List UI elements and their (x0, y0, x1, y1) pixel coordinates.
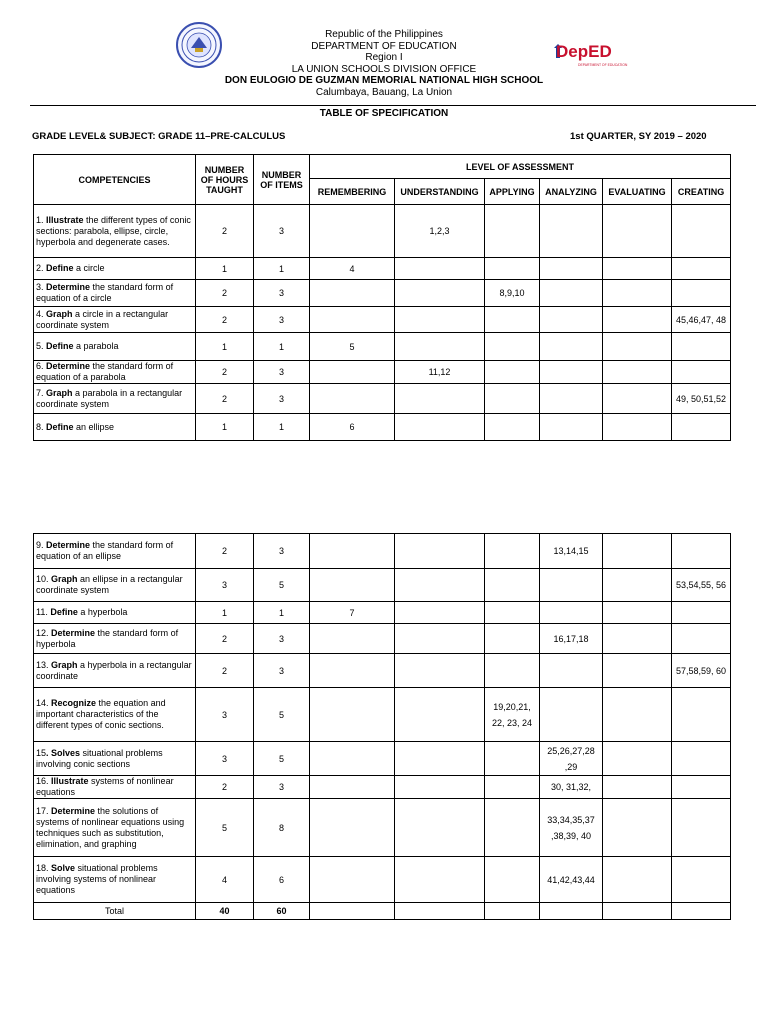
items-cell: 5 (254, 688, 310, 742)
competency-verb: Define (50, 607, 78, 617)
competency-cell (34, 569, 196, 602)
competency-cell (34, 307, 196, 333)
hours-cell: 4 (196, 857, 254, 903)
division-line: LA UNION SCHOOLS DIVISION OFFICE (291, 63, 477, 75)
understanding-cell (395, 333, 485, 361)
applying-cell (485, 602, 540, 624)
creating-cell (672, 361, 731, 384)
competency-verb: Graph (51, 659, 78, 670)
competency-cell (34, 742, 196, 776)
applying-cell (485, 776, 540, 799)
hours-cell: 2 (196, 205, 254, 258)
header-creating: CREATING (672, 179, 731, 205)
creating-cell (672, 333, 731, 361)
header-hours: NUMBER OF HOURS TAUGHT (196, 155, 254, 205)
remembering-cell (310, 569, 395, 602)
understanding-cell (395, 280, 485, 307)
evaluating-cell (603, 602, 672, 624)
applying-cell (485, 799, 540, 857)
remembering-cell: 7 (310, 602, 395, 624)
competency-cell (34, 414, 196, 441)
grade-subject: GRADE LEVEL& SUBJECT: GRADE 11–PRE-CALCULUS (32, 131, 286, 142)
applying-cell (485, 857, 540, 903)
department-line: DEPARTMENT OF EDUCATION (311, 40, 457, 52)
hours-cell: 2 (196, 280, 254, 307)
analyzing-cell: 41,42,43,44 (540, 857, 603, 903)
competency-verb: Recognize (51, 698, 97, 708)
analyzing-cell: 33,34,35,37 ,38,39, 40 (540, 799, 603, 857)
analyzing-cell (540, 258, 603, 280)
quarter-label: 1st QUARTER, SY 2019 – 2020 (570, 131, 707, 142)
competency-text: a circle in a rectangular coordinate system (36, 308, 169, 330)
competency-number: 14. (36, 698, 52, 708)
competency-number: 17. (36, 805, 52, 816)
evaluating-cell (603, 384, 672, 414)
items-cell: 3 (254, 307, 310, 333)
analyzing-cell: 13,14,15 (540, 534, 603, 569)
table-row (34, 258, 731, 280)
competency-number: 16. (36, 776, 52, 786)
competency-text: an ellipse (73, 421, 115, 432)
competency-cell (34, 799, 196, 857)
understanding-cell: 1,2,3 (395, 205, 485, 258)
understanding-cell (395, 654, 485, 688)
evaluating-cell (603, 742, 672, 776)
competency-verb: Define (46, 341, 74, 351)
items-cell: 1 (254, 602, 310, 624)
competency-cell (34, 654, 196, 688)
republic-line: Republic of the Philippines (325, 29, 443, 40)
table-row (34, 857, 731, 903)
hours-cell: 1 (196, 333, 254, 361)
creating-cell (672, 205, 731, 258)
remembering-cell (310, 280, 395, 307)
competency-text: a hyperbola in a rectangular coordinate (36, 659, 192, 681)
competency-cell (34, 333, 196, 361)
remembering-cell (310, 534, 395, 569)
items-cell: 1 (254, 258, 310, 280)
competency-verb: Determine (46, 282, 91, 292)
items-cell: 6 (254, 857, 310, 903)
items-cell: 3 (254, 280, 310, 307)
competency-text: a hyperbola (77, 607, 128, 617)
understanding-cell (395, 799, 485, 857)
remembering-cell (310, 307, 395, 333)
creating-cell (672, 258, 731, 280)
competency-number: 6. (36, 361, 47, 371)
remembering-cell (310, 624, 395, 654)
competency-text: a parabola (73, 341, 119, 351)
understanding-cell (395, 624, 485, 654)
table-row (34, 280, 731, 307)
table-row (34, 534, 731, 569)
creating-cell (672, 799, 731, 857)
analyzing-cell (540, 688, 603, 742)
school-name: DON EULOGIO DE GUZMAN MEMORIAL NATIONAL HIGH SCHOOL (224, 75, 544, 86)
analyzing-cell (540, 569, 603, 602)
competency-number: 18. (36, 863, 52, 873)
competency-number: 15 (36, 747, 47, 758)
competency-verb: Illustrate (46, 214, 84, 225)
analyzing-cell (540, 333, 603, 361)
remembering-cell (310, 205, 395, 258)
applying-cell (485, 384, 540, 414)
understanding-cell (395, 414, 485, 441)
remembering-cell (310, 654, 395, 688)
understanding-cell: 11,12 (395, 361, 485, 384)
analyzing-cell (540, 307, 603, 333)
table-row (34, 602, 731, 624)
creating-cell (672, 534, 731, 569)
header-level-of-assessment: LEVEL OF ASSESSMENT (310, 155, 731, 179)
hours-cell: 2 (196, 654, 254, 688)
applying-cell (485, 654, 540, 688)
creating-cell (672, 688, 731, 742)
items-cell: 3 (254, 384, 310, 414)
competency-number: 11. (36, 607, 51, 617)
header-evaluating: EVALUATING (603, 179, 672, 205)
items-cell: 3 (254, 654, 310, 688)
hours-cell: 3 (196, 742, 254, 776)
competency-number: 10. (36, 574, 52, 584)
school-address: Calumbaya, Bauang, La Union (315, 86, 453, 98)
remembering-cell: 6 (310, 414, 395, 441)
deped-logo-text: DepED (556, 42, 612, 61)
applying-cell (485, 333, 540, 361)
competency-number: 4. (36, 308, 47, 319)
competency-text: the equation and important characteristics of the different types of conic sections. (36, 698, 166, 730)
understanding-cell (395, 742, 485, 776)
items-cell: 1 (254, 414, 310, 441)
applying-cell: 19,20,21, 22, 23, 24 (485, 688, 540, 742)
evaluating-cell (603, 534, 672, 569)
analyzing-cell (540, 361, 603, 384)
understanding-cell (395, 534, 485, 569)
creating-cell (672, 414, 731, 441)
understanding-cell (395, 569, 485, 602)
evaluating-cell (603, 414, 672, 441)
document-title: TABLE OF SPECIFICATION (319, 108, 449, 119)
understanding-cell (395, 776, 485, 799)
applying-cell (485, 205, 540, 258)
competency-cell (34, 384, 196, 414)
competency-text: situational problems involving systems of nonlinear equations (36, 863, 158, 895)
remembering-cell: 4 (310, 258, 395, 280)
region-line: Region I (365, 52, 403, 63)
evaluating-cell (603, 258, 672, 280)
deped-logo (552, 38, 628, 70)
evaluating-cell (603, 361, 672, 384)
competency-text: a parabola in a rectangular coordinate system (36, 387, 183, 409)
analyzing-cell (540, 602, 603, 624)
evaluating-cell (603, 654, 672, 688)
understanding-cell (395, 307, 485, 333)
table-row (34, 205, 731, 258)
remembering-cell (310, 688, 395, 742)
applying-cell (485, 569, 540, 602)
creating-cell (672, 857, 731, 903)
understanding-cell (395, 602, 485, 624)
competency-cell (34, 776, 196, 799)
competency-verb: Determine (46, 540, 91, 550)
hours-cell: 2 (196, 624, 254, 654)
competency-number: 7. (36, 387, 47, 398)
evaluating-cell (603, 333, 672, 361)
creating-cell: 57,58,59, 60 (672, 654, 731, 688)
header-applying: APPLYING (485, 179, 540, 205)
table-row (34, 569, 731, 602)
competency-cell (34, 258, 196, 280)
analyzing-cell (540, 654, 603, 688)
competency-text: the standard form of hyperbola (36, 627, 179, 649)
header-analyzing: ANALYZING (540, 179, 603, 205)
competency-verb: Graph (51, 574, 78, 584)
header-divider (30, 105, 756, 106)
hours-cell: 5 (196, 799, 254, 857)
competency-cell (34, 857, 196, 903)
competency-cell (34, 624, 196, 654)
competency-number: 12. (36, 627, 52, 638)
items-cell: 5 (254, 569, 310, 602)
competency-verb: Define (46, 263, 74, 273)
competency-verb: Solve (51, 863, 76, 873)
competency-verb: . Solves (46, 747, 81, 758)
evaluating-cell (603, 799, 672, 857)
competency-number: 3. (36, 282, 47, 292)
table-row (34, 307, 731, 333)
items-cell: 3 (254, 205, 310, 258)
competency-number: 8. (36, 421, 47, 432)
analyzing-cell (540, 414, 603, 441)
table-row (34, 688, 731, 742)
items-cell: 3 (254, 534, 310, 569)
competency-number: 9. (36, 540, 47, 550)
analyzing-cell (540, 384, 603, 414)
remembering-cell (310, 361, 395, 384)
analyzing-cell (540, 280, 603, 307)
competency-verb: Determine (51, 805, 96, 816)
competency-verb: Determine (46, 361, 91, 371)
evaluating-cell (603, 688, 672, 742)
creating-cell (672, 280, 731, 307)
evaluating-cell (603, 624, 672, 654)
table-row (34, 654, 731, 688)
total-items: 60 (254, 903, 310, 920)
competency-text: the standard form of equation of a parabola (36, 361, 174, 382)
items-cell: 8 (254, 799, 310, 857)
items-cell: 3 (254, 624, 310, 654)
applying-cell: 8,9,10 (485, 280, 540, 307)
competency-verb: Graph (46, 308, 73, 319)
creating-cell (672, 742, 731, 776)
evaluating-cell (603, 857, 672, 903)
evaluating-cell (603, 569, 672, 602)
creating-cell (672, 624, 731, 654)
evaluating-cell (603, 280, 672, 307)
evaluating-cell (603, 205, 672, 258)
table-row (34, 624, 731, 654)
competency-number: 13. (36, 659, 52, 670)
applying-cell (485, 534, 540, 569)
competency-number: 5. (36, 341, 47, 351)
table-row (34, 776, 731, 799)
competency-cell (34, 688, 196, 742)
table-row (34, 799, 731, 857)
remembering-cell (310, 857, 395, 903)
competency-text: an ellipse in a rectangular coordinate system (36, 574, 183, 595)
analyzing-cell: 16,17,18 (540, 624, 603, 654)
competency-text: the standard form of equation of a circle (36, 282, 174, 303)
understanding-cell (395, 384, 485, 414)
competency-verb: Determine (51, 627, 96, 638)
items-cell: 3 (254, 361, 310, 384)
hours-cell: 2 (196, 776, 254, 799)
analyzing-cell: 25,26,27,28 ,29 (540, 742, 603, 776)
remembering-cell (310, 776, 395, 799)
items-cell: 5 (254, 742, 310, 776)
competency-number: 1. (36, 214, 47, 225)
total-hours: 40 (196, 903, 254, 920)
evaluating-cell (603, 776, 672, 799)
hours-cell: 2 (196, 307, 254, 333)
table-row (34, 361, 731, 384)
competency-verb: Illustrate (51, 776, 89, 786)
header-understanding: UNDERSTANDING (395, 179, 485, 205)
evaluating-cell (603, 307, 672, 333)
competency-text: systems of nonlinear equations (36, 776, 174, 797)
total-row (34, 903, 731, 920)
creating-cell (672, 776, 731, 799)
analyzing-cell (540, 205, 603, 258)
remembering-cell (310, 384, 395, 414)
competency-text: the standard form of equation of an ellipse (36, 540, 174, 561)
competency-text: situational problems involving conic sections (36, 747, 163, 769)
analyzing-cell: 30, 31,32, (540, 776, 603, 799)
total-label: Total (34, 903, 196, 920)
applying-cell (485, 258, 540, 280)
understanding-cell (395, 688, 485, 742)
items-cell: 3 (254, 776, 310, 799)
understanding-cell (395, 258, 485, 280)
header-items: NUMBER OF ITEMS (254, 155, 310, 205)
creating-cell: 45,46,47, 48 (672, 307, 731, 333)
applying-cell (485, 742, 540, 776)
hours-cell: 2 (196, 384, 254, 414)
remembering-cell: 5 (310, 333, 395, 361)
hours-cell: 1 (196, 258, 254, 280)
hours-cell: 2 (196, 534, 254, 569)
competency-text: the solutions of systems of nonlinear equations using techniques such as substitution, elimination, and graphing (36, 805, 185, 849)
hours-cell: 3 (196, 688, 254, 742)
creating-cell (672, 602, 731, 624)
competency-number: 2. (36, 263, 47, 273)
table-row (34, 384, 731, 414)
competency-cell (34, 534, 196, 569)
hours-cell: 2 (196, 361, 254, 384)
remembering-cell (310, 742, 395, 776)
competency-cell (34, 602, 196, 624)
header-competencies: COMPETENCIES (34, 155, 196, 205)
competency-cell (34, 280, 196, 307)
creating-cell: 53,54,55, 56 (672, 569, 731, 602)
items-cell: 1 (254, 333, 310, 361)
hours-cell: 1 (196, 414, 254, 441)
header-remembering: REMEMBERING (310, 179, 395, 205)
deped-logo-subtext: DEPARTMENT OF EDUCATION (578, 63, 628, 67)
hours-cell: 1 (196, 602, 254, 624)
table-row (34, 742, 731, 776)
competency-text: the different types of conic sections: parabola, ellipse, circle, hyperbola and degenerate cases. (36, 214, 191, 247)
competency-text: a circle (73, 263, 105, 273)
applying-cell (485, 361, 540, 384)
competency-verb: Graph (46, 387, 73, 398)
table-row (34, 333, 731, 361)
competency-cell (34, 361, 196, 384)
competency-verb: Define (46, 421, 74, 432)
creating-cell: 49, 50,51,52 (672, 384, 731, 414)
hours-cell: 3 (196, 569, 254, 602)
specification-table-part1 (33, 154, 731, 441)
understanding-cell (395, 857, 485, 903)
table-row (34, 414, 731, 441)
applying-cell (485, 307, 540, 333)
applying-cell (485, 414, 540, 441)
remembering-cell (310, 799, 395, 857)
applying-cell (485, 624, 540, 654)
competency-cell (34, 205, 196, 258)
specification-table-part2 (33, 533, 731, 920)
